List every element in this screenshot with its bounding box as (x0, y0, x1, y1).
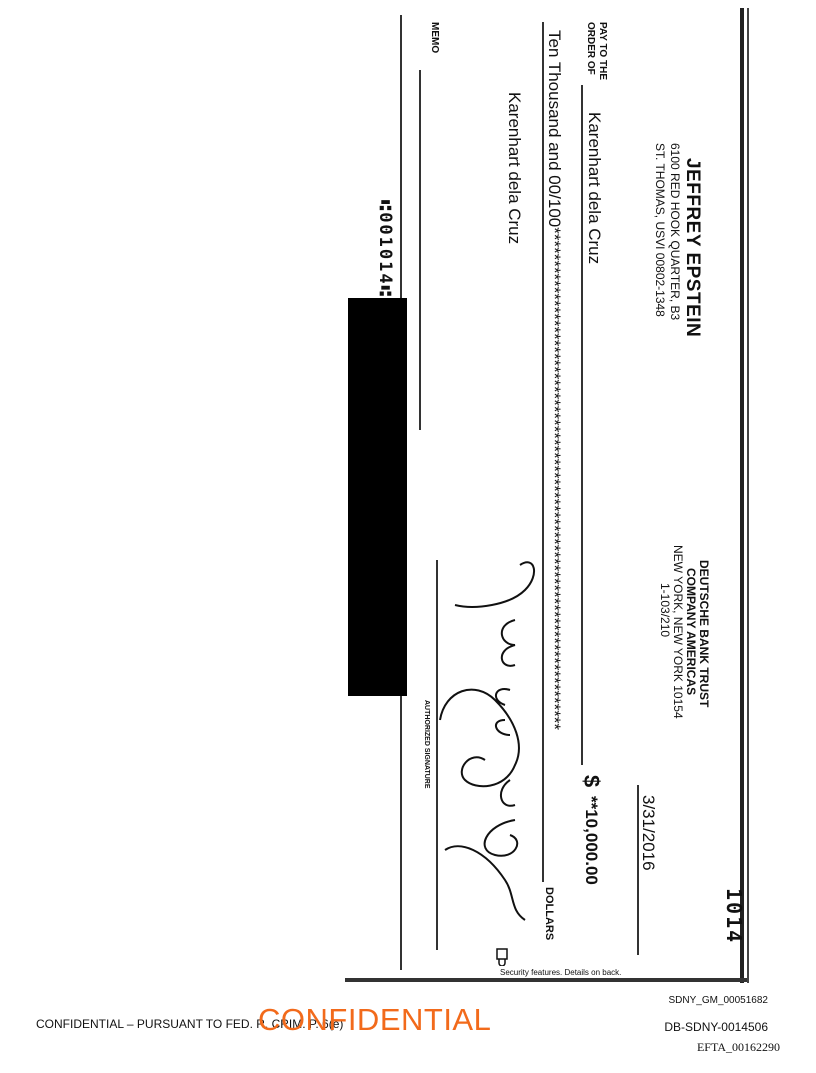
bank-name-2: COMPANY AMERICAS (684, 568, 698, 696)
payee-line (581, 85, 583, 765)
bates-number-2: DB-SDNY-0014506 (664, 1020, 768, 1034)
amount-in-words: Ten Thousand and 00/100**************************************************************************** (545, 30, 564, 731)
account-holder-address-1: 6100 RED HOOK QUARTER, B3 (668, 143, 682, 321)
redaction-box (348, 298, 407, 696)
check-date: 3/31/2016 (639, 795, 658, 871)
memo-label: MEMO (429, 22, 440, 54)
account-holder-name: JEFFREY EPSTEIN (682, 158, 703, 338)
signature-image (415, 550, 545, 930)
check-border (345, 978, 747, 982)
micr-line: ⑆001014⑆ (375, 200, 395, 298)
bank-routing: 1-103/210 (658, 583, 672, 638)
authorized-signature-label: AUTHORIZED SIGNATURE (423, 700, 430, 789)
check-border (747, 8, 749, 983)
bank-name-1: DEUTSCHE BANK TRUST (697, 560, 711, 708)
bates-number-1: SDNY_GM_00051682 (668, 995, 768, 1006)
payee-address: Karenhart dela Cruz (505, 92, 524, 245)
confidential-notice: CONFIDENTIAL – PURSUANT TO FED. R. CRIM. P. 6(e) (36, 1017, 344, 1031)
date-line (637, 785, 639, 955)
security-features-text: Security features. Details on back. (500, 968, 622, 977)
confidential-stamp: CONFIDENTIAL (258, 1002, 492, 1037)
bates-number-3: EFTA_00162290 (696, 1040, 780, 1054)
check-border (740, 8, 744, 983)
payee-name: Karenhart dela Cruz (585, 112, 604, 265)
bank-city: NEW YORK, NEW YORK 10154 (671, 545, 685, 719)
order-of-label: ORDER OF (585, 22, 596, 75)
security-lock-icon (491, 948, 509, 966)
memo-line (419, 70, 421, 430)
check-number: 1014 (722, 888, 746, 945)
check-amount: **10,000.00 (582, 796, 601, 885)
pay-to-label: PAY TO THE (597, 22, 608, 80)
signature-line (436, 560, 438, 950)
dollars-label: DOLLARS (543, 887, 555, 941)
account-holder-address-2: ST. THOMAS, USVI 00802-1348 (653, 143, 667, 317)
amount-dollar-sign: $ (579, 775, 604, 788)
